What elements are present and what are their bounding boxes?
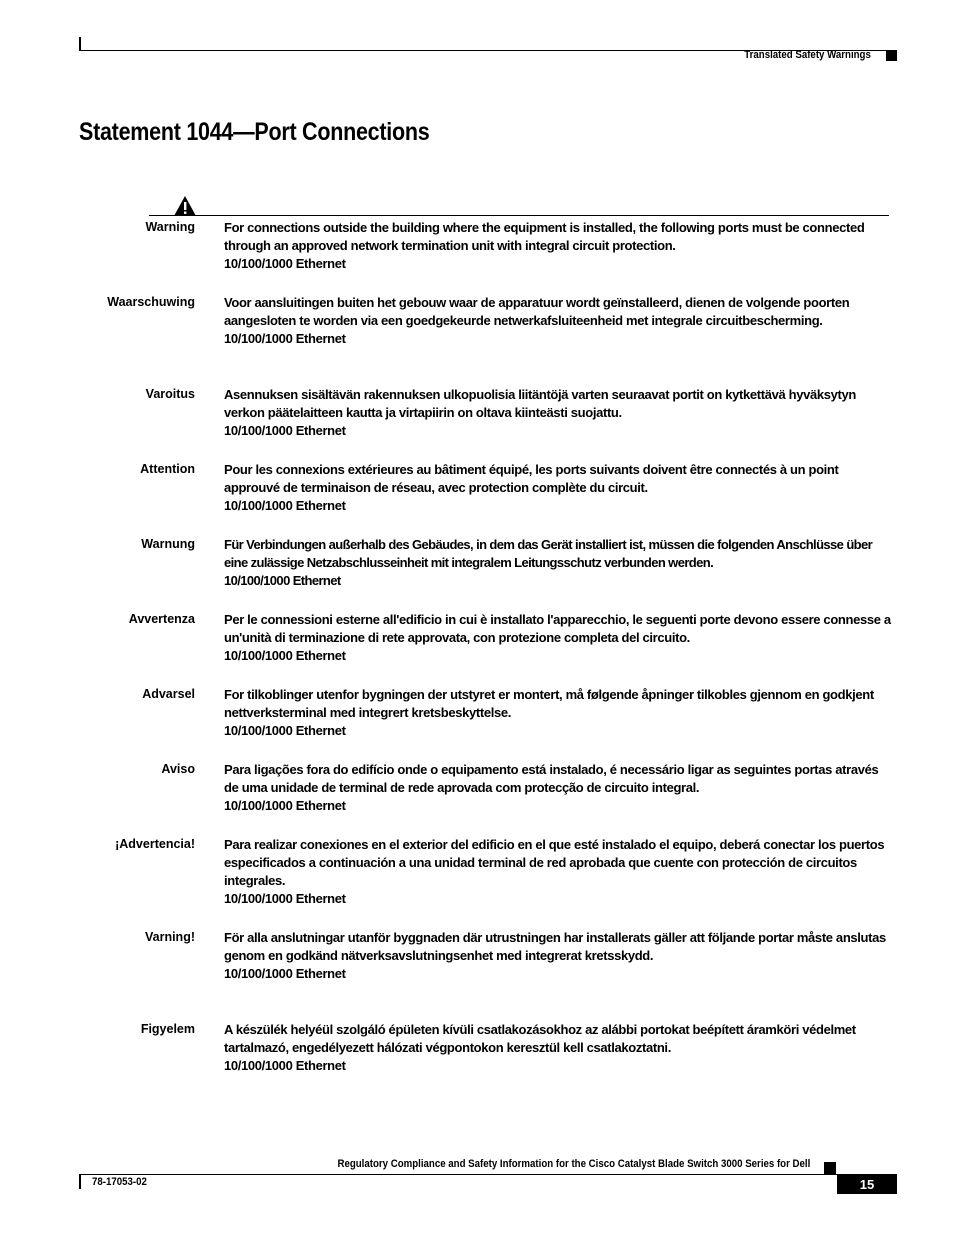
page-title: Statement 1044—Port Connections <box>79 118 430 146</box>
statement-text: Voor aansluitingen buiten het gebouw waar de apparatuur wordt geïnstalleerd, dienen de volgende poorten aangesloten te worden via een goedgekeurde netwerkafsluiteenheid met integrale circuitbescherming. <box>224 295 850 328</box>
statement-body <box>224 386 894 440</box>
statement-ports: 10/100/1000 Ethernet <box>224 723 346 738</box>
statement-text: Asennuksen sisältävän rakennuksen ulkopuolisia liitäntöjä varten seuraavat portit on kytkettävä hyväksytyn verkon päätelaitteen kautta ja virtapiirin on oltava kiinteästi suojattu. <box>224 387 856 420</box>
statement-ports: 10/100/1000 Ethernet <box>224 1058 346 1073</box>
statement-text: Para ligações fora do edifício onde o equipamento está instalado, é necessário ligar as seguintes portas através de uma unidade de terminal de rede aprovada com protecção de circuito integral. <box>224 762 879 795</box>
footer-corner-mark <box>79 1175 81 1189</box>
statement-body <box>224 219 894 273</box>
statement-label: Warnung <box>141 537 195 551</box>
statement-body <box>224 1021 894 1075</box>
statement-label: ¡Advertencia! <box>115 837 195 851</box>
statement-text: A készülék helyéül szolgáló épületen kívüli csatlakozásokhoz az alábbi portokat beépített áramköri védelmet tartalmazó, engedélyezett hálózati végpontokon keresztül kell csatlakoztatni. <box>224 1022 856 1055</box>
statement-label: Figyelem <box>140 1022 195 1036</box>
page-number: 15 <box>837 1175 897 1194</box>
statement-ports: 10/100/1000 Ethernet <box>224 423 346 438</box>
statement-body <box>224 461 894 515</box>
statement-ports: 10/100/1000 Ethernet <box>224 798 346 813</box>
footer-document-title: Regulatory Compliance and Safety Information for the Cisco Catalyst Blade Switch 3000 Series for Dell <box>337 1158 810 1170</box>
statement-label: Waarschuwing <box>107 295 195 309</box>
statement-text: Para realizar conexiones en el exterior del edificio en el que esté instalado el equipo, deberá conectar los puertos especificados a continuación a una unidad terminal de red aprobada que cuente con protección de circuitos integrales. <box>224 837 885 888</box>
statement-text: For connections outside the building where the equipment is installed, the following ports must be connected through an approved network termination unit with integral circuit protection. <box>224 220 865 253</box>
statement-body <box>224 536 894 590</box>
footer-doc-number: 78-17053-02 <box>92 1176 147 1188</box>
statement-label: Advarsel <box>142 687 195 701</box>
footer-block-mark <box>824 1162 836 1174</box>
statement-text: Per le connessioni esterne all'edificio in cui è installato l'apparecchio, le seguenti porte devono essere connesse a un'unità di terminazione di rete approvata, con protezione completa del circuito. <box>224 612 891 645</box>
statement-label: Varoitus <box>145 387 195 401</box>
warning-rule <box>149 215 889 216</box>
statement-text: Pour les connexions extérieures au bâtiment équipé, les ports suivants doivent être connectés à un point approuvé de terminaison de réseau, avec protection complète du circuit. <box>224 462 839 495</box>
header-section-title: Translated Safety Warnings <box>744 49 871 61</box>
statement-body <box>224 686 894 740</box>
statement-body <box>224 761 894 815</box>
statement-label: Warning <box>145 220 195 234</box>
header-block-mark <box>886 50 897 61</box>
statement-ports: 10/100/1000 Ethernet <box>224 891 346 906</box>
statement-ports: 10/100/1000 Ethernet <box>224 966 346 981</box>
warning-triangle-icon <box>173 195 197 217</box>
statement-ports: 10/100/1000 Ethernet <box>224 498 346 513</box>
statement-label: Avvertenza <box>128 612 195 626</box>
statement-body <box>224 836 894 908</box>
statement-text: For tilkoblinger utenfor bygningen der utstyret er montert, må følgende åpninger tilkobles gjennom en godkjent nettverksterminal med integrert kretsbeskyttelse. <box>224 687 874 720</box>
statement-body <box>224 611 894 665</box>
statement-label: Attention <box>140 462 195 476</box>
footer-rule <box>79 1174 897 1175</box>
statement-label: Varning! <box>144 930 195 944</box>
statement-ports: 10/100/1000 Ethernet <box>224 573 341 588</box>
statement-body <box>224 929 894 983</box>
statement-body <box>224 294 894 348</box>
statement-label: Aviso <box>161 762 195 776</box>
statement-text: För alla anslutningar utanför byggnaden där utrustningen har installerats gäller att följande portar måste anslutas genom en godkänd nätverksavslutningsenhet med integrerat kretsskydd. <box>224 930 886 963</box>
statement-ports: 10/100/1000 Ethernet <box>224 256 346 271</box>
statement-text: Für Verbindungen außerhalb des Gebäudes, in dem das Gerät installiert ist, müssen die folgenden Anschlüsse über eine zulässige Netzabschlusseinheit mit integralem Leitungsschutz verbunden werden. <box>224 537 873 570</box>
statement-ports: 10/100/1000 Ethernet <box>224 648 346 663</box>
statement-ports: 10/100/1000 Ethernet <box>224 331 346 346</box>
header-corner-mark <box>79 37 81 51</box>
